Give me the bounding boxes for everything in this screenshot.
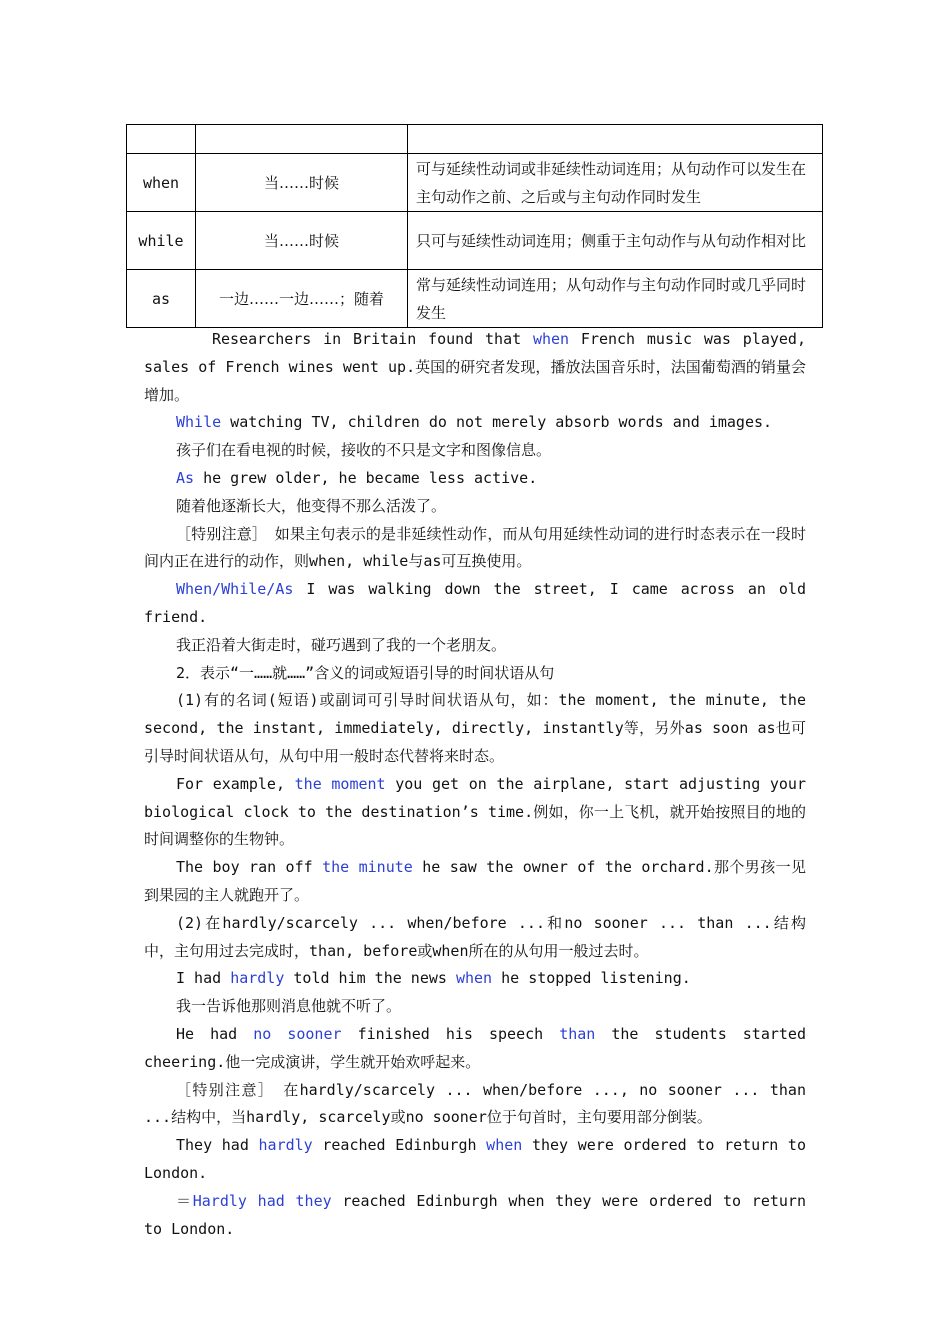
example-inversion: ＝Hardly had they reached Edinburgh when they were ordered to return to London. xyxy=(144,1191,806,1238)
conjunction-table xyxy=(126,124,823,328)
highlight-keyword: As xyxy=(176,468,195,487)
highlight-keyword: when xyxy=(486,1136,523,1155)
example-hardly-when: I had hardly told him the news when he stopped listening. xyxy=(176,969,691,988)
translation: 我一告诉他那则消息他就不听了。 xyxy=(176,997,402,1016)
rule-2: (2)在hardly/scarcely ... when/before ...和no sooner ... than ...结构中，主句用过去完成时，than, before或when所在的从句用一般过去时。 xyxy=(144,913,806,960)
highlight-keyword: While xyxy=(176,413,222,432)
highlight-keyword: the minute xyxy=(322,858,413,877)
highlight-keyword: hardly xyxy=(258,1136,313,1155)
table-cell-usage: 可与延续性动词或非延续性动词连用；从句动作可以发生在主句动作之前、之后或与主句动作同时发生 xyxy=(408,154,823,212)
table-cell-word: while xyxy=(127,212,196,270)
example-hardly-edinburgh: They had hardly reached Edinburgh when they were ordered to return to London. xyxy=(144,1136,806,1182)
section-heading-2: 2．表示“一……就……”含义的词或短语引导的时间状语从句 xyxy=(176,663,555,682)
translation: 我正沿着大街走时，碰巧遇到了我的一个老朋友。 xyxy=(176,635,507,654)
highlight-keyword: When/While/As xyxy=(176,580,294,599)
table-row xyxy=(127,154,823,212)
special-note-1: ［特别注意］ 如果主句表示的是非延续性动作，而从句用延续性动词的进行时态表示在一段时间内正在进行的动作，则when, while与as可互换使用。 xyxy=(144,524,806,571)
highlight-keyword: the moment xyxy=(294,774,386,793)
table-cell-word: as xyxy=(127,270,196,328)
translation: 孩子们在看电视的时候，接收的不只是文字和图像信息。 xyxy=(176,441,552,460)
example-while-tv: While watching TV, children do not merely absorb words and images. xyxy=(176,413,773,432)
table-cell-usage: 只可与延续性动词连用；侧重于主句动作与从句动作相对比 xyxy=(408,212,823,270)
table-cell-word: when xyxy=(127,154,196,212)
example-as-older: As he grew older, he became less active. xyxy=(176,468,538,487)
body-text xyxy=(144,326,806,1243)
highlight-keyword: than xyxy=(559,1024,596,1043)
highlight-keyword: Hardly had they xyxy=(192,1191,332,1210)
example-when-while-as: When/While/As I was walking down the street, I came across an old friend. xyxy=(144,580,806,626)
highlight-keyword: no sooner xyxy=(253,1024,342,1043)
example-when-research: Researchers in Britain found that when French music was played, sales of French wines went up.英国的研究者发现，播放法国音乐时，法国葡萄酒的销量会增加。 xyxy=(144,330,806,404)
rule-1: (1)有的名词(短语)或副词可引导时间状语从句，如：the moment, the minute, the second, the instant, immediately, directly, instantly等，另外as soon as也可引导时间状语从句，从句中用一般时态代替将来时态。 xyxy=(144,691,806,765)
table-cell-usage: 常与延续性动词连用；从句动作与主句动作同时或几乎同时发生 xyxy=(408,270,823,328)
table-cell-meaning: 一边……一边……；随着 xyxy=(196,270,408,328)
highlight-keyword: when xyxy=(455,969,493,988)
highlight-keyword: hardly xyxy=(230,969,285,988)
table-cell-meaning: 当……时候 xyxy=(196,154,408,212)
example-no-sooner-than: He had no sooner finished his speech than the students started cheering.他一完成演讲，学生就开始欢呼起来。 xyxy=(144,1024,806,1071)
example-the-moment: For example, the moment you get on the airplane, start adjusting your biological clock to the destination’s time.例如，你一上飞机，就开始按照目的地的时间调整你的生物钟。 xyxy=(144,774,806,849)
table-row xyxy=(127,270,823,328)
translation: 随着他逐渐长大，他变得不那么活泼了。 xyxy=(176,496,447,515)
special-note-2: ［特别注意］ 在hardly/scarcely ... when/before ..., no sooner ... than ...结构中，当hardly, scarcely或no sooner位于句首时，主句要用部分倒装。 xyxy=(144,1080,806,1127)
table-cell-meaning: 当……时候 xyxy=(196,212,408,270)
highlight-keyword: when xyxy=(532,330,570,348)
table-row xyxy=(127,212,823,270)
example-the-minute: The boy ran off the minute he saw the owner of the orchard.那个男孩一见到果园的主人就跑开了。 xyxy=(144,858,806,904)
table-header-row xyxy=(127,125,823,154)
